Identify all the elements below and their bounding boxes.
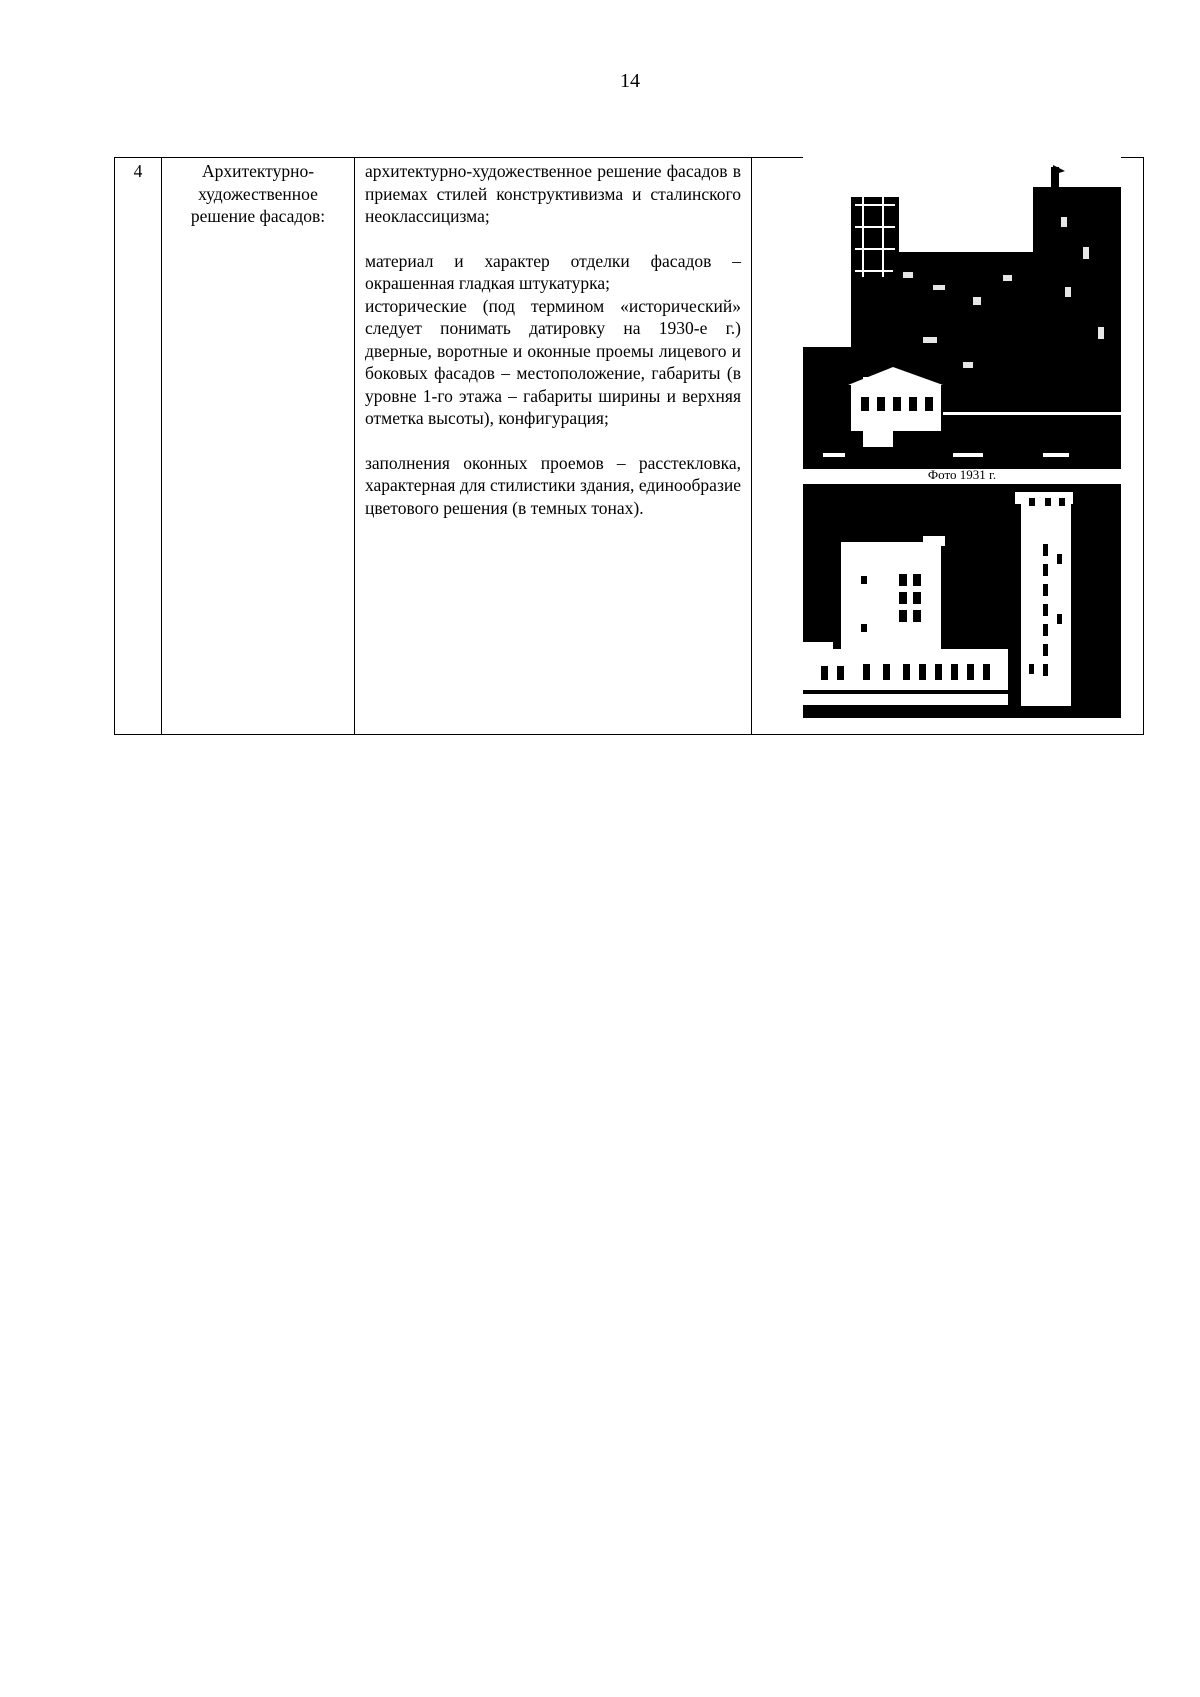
historic-photo-1931 <box>803 157 1121 469</box>
description-paragraph: материал и характер отделки фасадов – окрашенная гладкая штукатурка; <box>365 250 741 293</box>
table-row <box>115 158 1144 735</box>
description-paragraph: заполнения оконных проемов – расстекловка, характерная для стилистики здания, единообразие цветового решения (в темных тонах). <box>365 452 741 518</box>
row-description <box>355 158 752 735</box>
description-paragraph: исторические (под термином «исторический» следует понимать датировку на 1930-е г.) дверные, воротные и оконные проемы лицевого и боковых фасадов – местоположение, габариты (в уровне 1-го этажа – габариты ширины и верхняя отметка высоты), конфигурация; <box>365 295 741 428</box>
row-photos <box>752 158 1144 735</box>
description-paragraph: архитектурно-художественное решение фасадов в приемах стилей конструктивизма и сталинского неоклассицизма; <box>365 161 741 226</box>
row-subject: Архитектурно-художественное решение фасадов: <box>162 158 355 735</box>
modern-photo <box>803 484 1121 718</box>
protection-table <box>114 157 1144 735</box>
page-number: 14 <box>620 70 640 92</box>
photo-caption: Фото 1931 г. <box>927 467 997 482</box>
row-number: 4 <box>115 158 162 735</box>
